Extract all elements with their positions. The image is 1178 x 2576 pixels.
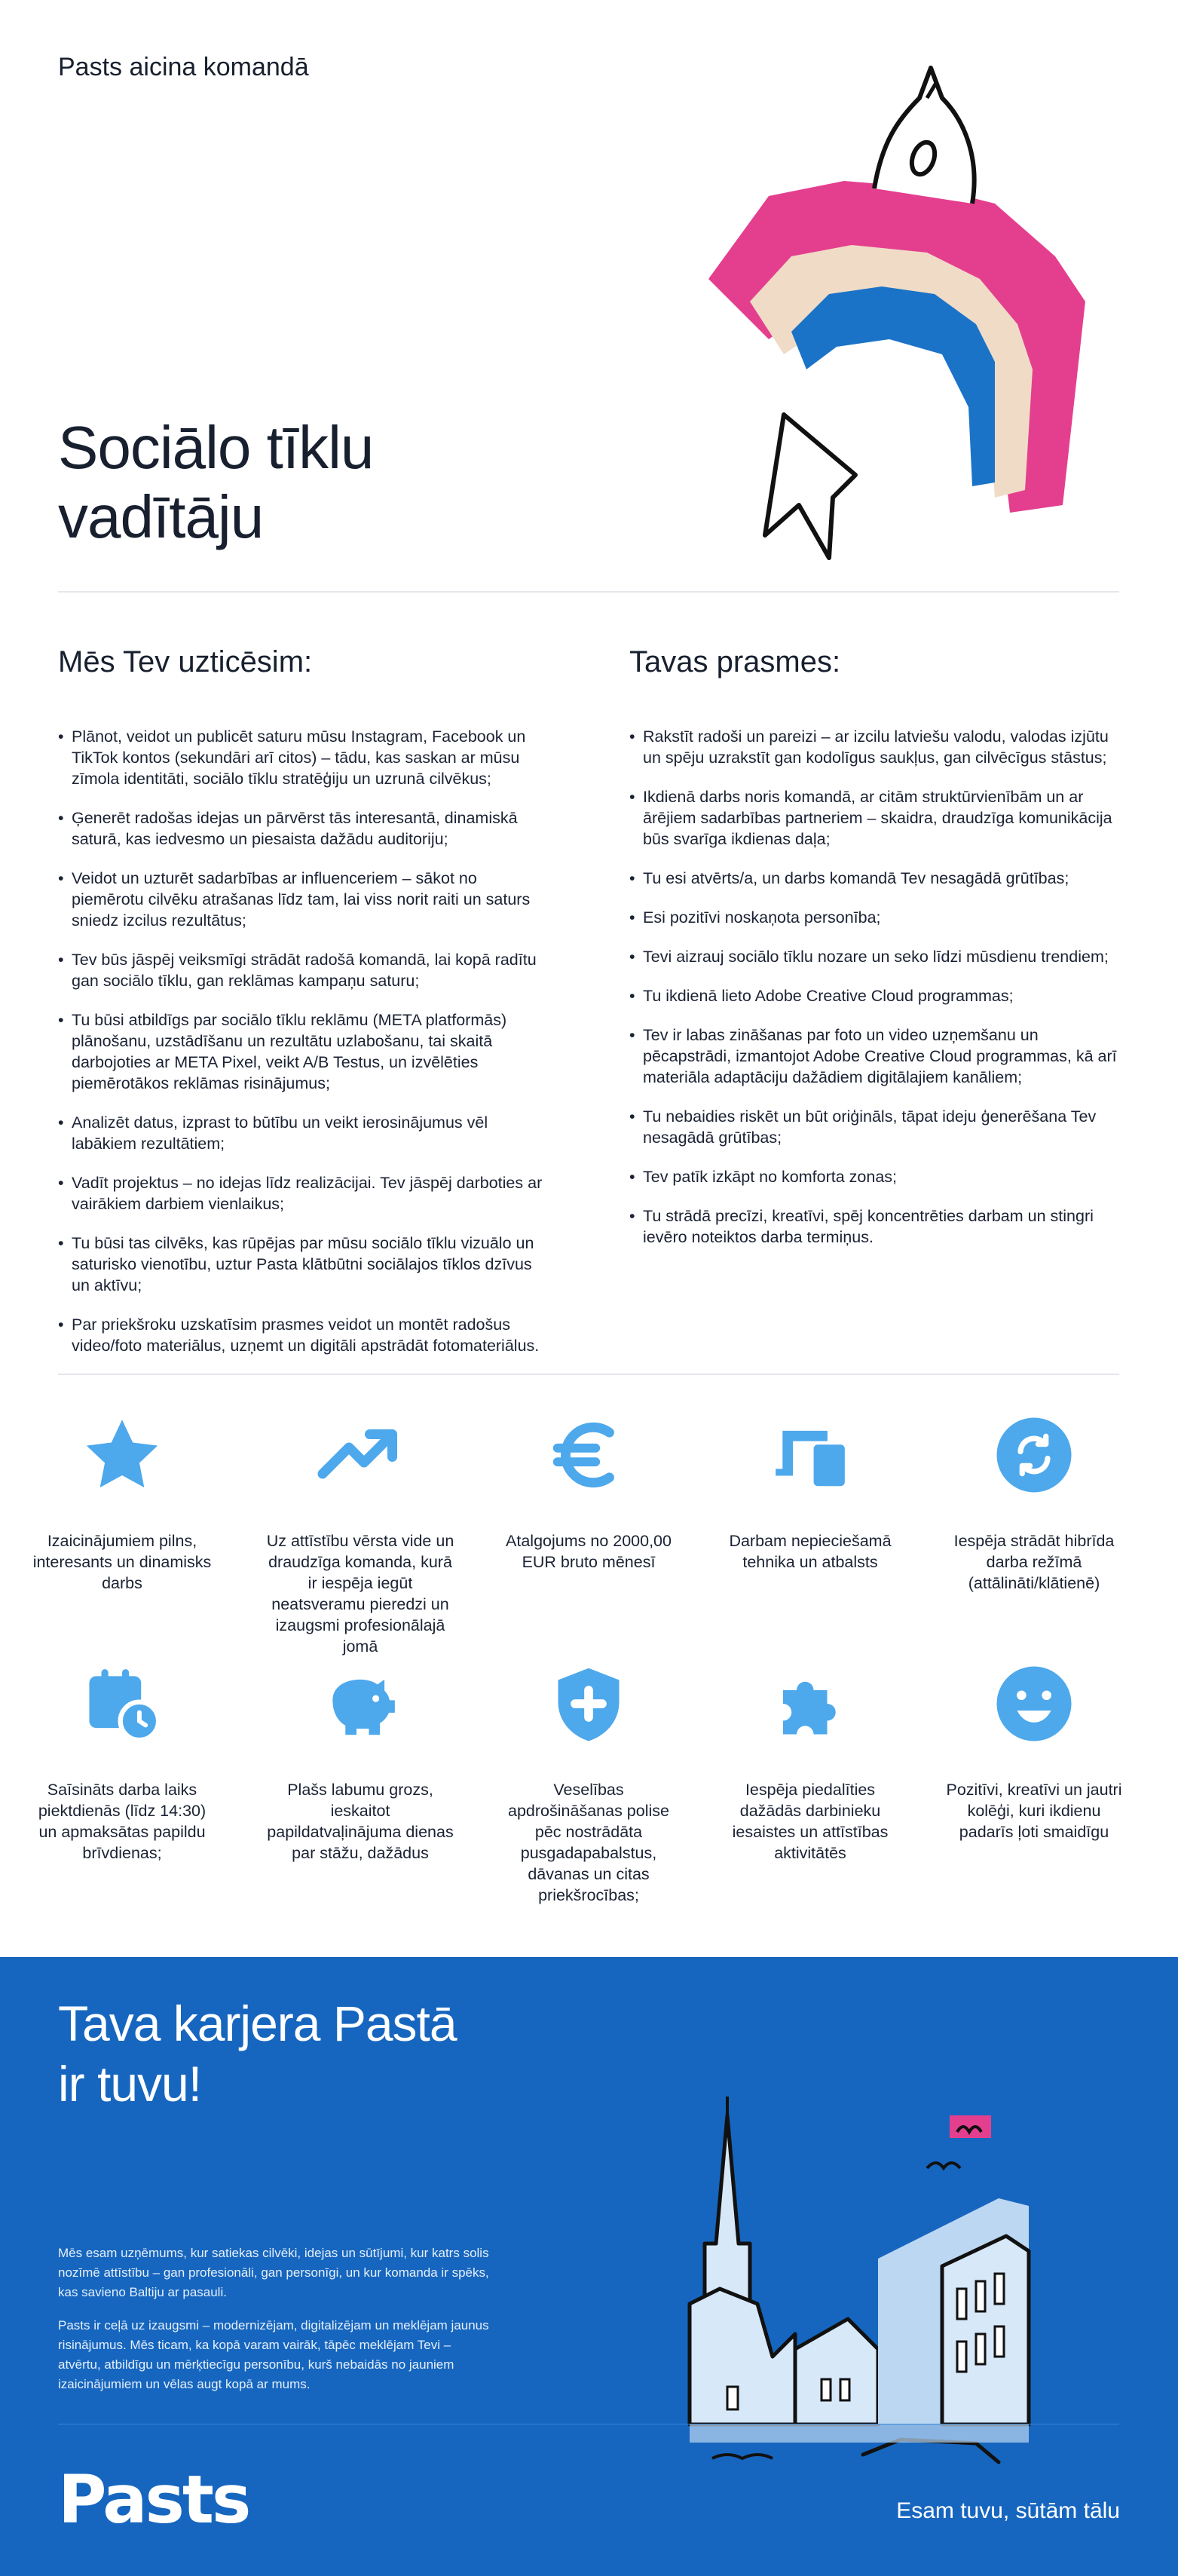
building-left bbox=[690, 2289, 795, 2424]
benefit-item bbox=[266, 1659, 454, 1864]
building-middle bbox=[795, 2319, 878, 2424]
rocket-tail bbox=[765, 415, 855, 558]
slogan: Esam tuvu, sūtām tālu bbox=[896, 2498, 1120, 2523]
list-item: • Veidot un uzturēt sadarbības ar influenceriem – sākot no piemērotu cilvēku atrašanas līdz tam, lai viss norit raiti un saturs sniedz izcilus rezultātus; bbox=[58, 868, 548, 931]
benefit-item bbox=[940, 1410, 1128, 1594]
list-item: • Tu nebaidies riskēt un būt oriģināls, tāpat ideju ģenerēšana Tev nesagādā grūtības; bbox=[629, 1106, 1119, 1148]
rainbow-pink-band bbox=[708, 181, 1085, 513]
benefit-label: Veselības apdrošināšanas polise pēc nostrādāta pusgadapabalstus, dāvanas un citas priekšrocības; bbox=[508, 1781, 669, 1904]
list-item: • Esi pozitīvi noskaņota personība; bbox=[629, 907, 1119, 928]
divider bbox=[58, 1374, 1119, 1375]
benefit-label: Plašs labumu grozs, ieskaitot papildatvaļinājuma dienas par stāžu, dažādus bbox=[267, 1781, 454, 1862]
list-item: • Ģenerēt radošas idejas un pārvērst tās interesantā, dinamiskā saturā, kas iedvesmo un piesaista dažādu auditoriju; bbox=[58, 807, 548, 850]
list-item: • Rakstīt radoši un pareizi – ar izcilu latviešu valodu, valodas izjūtu un spēju uzrakstīt gan kodolīgus saukļus, gan cilvēcīgus stāstus; bbox=[629, 726, 1119, 768]
brand-line: Pasts aicina komandā bbox=[58, 53, 309, 81]
benefit-item bbox=[940, 1659, 1128, 1842]
sync-icon bbox=[989, 1410, 1079, 1500]
benefit-item bbox=[494, 1659, 683, 1906]
list-item: • Tev būs jāspēj veiksmīgi strādāt radošā komandā, lai kopā radītu gan sociālo tīklu, gan reklāmas kampaņu saturu; bbox=[58, 949, 548, 991]
responsibilities-list bbox=[58, 726, 548, 1356]
calendar-clock-icon bbox=[77, 1659, 167, 1749]
benefit-label: Saīsināts darba laiks piektdienās (līdz 14:30) un apmaksātas papildu brīvdienas; bbox=[38, 1781, 207, 1862]
footer-section bbox=[0, 1957, 1178, 2576]
benefit-item bbox=[28, 1410, 216, 1594]
euro-icon bbox=[543, 1410, 634, 1500]
benefit-item bbox=[494, 1410, 683, 1573]
benefit-label: Izaicinājumiem pilns, interesants un dinamisks darbs bbox=[32, 1532, 212, 1592]
list-item: • Tu būsi tas cilvēks, kas rūpējas par mūsu sociālo tīklu vizuālo un saturisko vienotību, uztur Pasta klātbūtni sociālajos tīklos dzīvus un aktīvu; bbox=[58, 1233, 548, 1296]
responsibilities-heading: Mēs Tev uzticēsim: bbox=[58, 645, 313, 678]
devices-icon bbox=[765, 1410, 855, 1500]
benefit-item bbox=[28, 1659, 216, 1864]
list-item: • Analizēt datus, izprast to būtību un veikt ierosinājumus vēl labākiem rezultātiem; bbox=[58, 1112, 548, 1154]
building-tall bbox=[942, 2236, 1029, 2424]
job-title: Sociālo tīklu vadītāju bbox=[58, 414, 374, 550]
star-icon bbox=[77, 1410, 167, 1500]
rocket-rainbow-illustration bbox=[678, 53, 1100, 580]
benefit-item bbox=[266, 1410, 454, 1657]
benefit-label: Atalgojums no 2000,00 EUR bruto mēnesī bbox=[506, 1532, 672, 1571]
list-item: • Tu esi atvērts/a, un darbs komandā Tev nesagādā grūtības; bbox=[629, 868, 1119, 889]
list-item: • Plānot, veidot un publicēt saturu mūsu Instagram, Facebook un TikTok kontos (sekundāri arī citos) – tādu, kas saskan ar mūsu zīmola identitāti, sociālo tīklu stratēģiju un uzrunā cilvēkus; bbox=[58, 726, 548, 789]
skills-list bbox=[629, 726, 1119, 1248]
benefit-label: Pozitīvi, kreatīvi un jautri kolēģi, kuri ikdienu padarīs ļoti smaidīgu bbox=[946, 1781, 1122, 1841]
benefit-item bbox=[716, 1410, 904, 1573]
benefit-item bbox=[716, 1659, 904, 1864]
benefit-label: Iespēja strādāt hibrīda darba režīmā (attālināti/klātienē) bbox=[953, 1532, 1115, 1592]
skills-heading: Tavas prasmes: bbox=[629, 645, 841, 678]
smile-icon bbox=[989, 1659, 1079, 1749]
list-item: • Tevi aizrauj sociālo tīklu nozare un seko līdzi mūsdienu trendiem; bbox=[629, 946, 1119, 967]
benefit-label: Uz attīstību vērsta vide un draudzīga komanda, kurā ir iespēja iegūt neatsveramu pieredzi un izaugsmi profesionālajā jomā bbox=[266, 1532, 454, 1656]
footer-paragraph: Mēs esam uzņēmums, kur satiekas cilvēki, idejas un sūtījumi, kur katrs solis nozīmē attīstību – gan profesionāli, gan personīgi, un kur komanda ir spēks, kas savieno Baltiju ar pasauli. bbox=[58, 2246, 489, 2299]
footer-heading: Tava karjera Pastā ir tuvu! bbox=[58, 1996, 457, 2112]
list-item: • Par priekšroku uzskatīsim prasmes veidot un montēt radošus video/foto materiālus, uzņemt un digitāli apstrādāt fotomateriālus. bbox=[58, 1314, 548, 1356]
footer-paragraph: Pasts ir ceļā uz izaugsmi – modernizējam, digitalizējam un meklējam jaunus risinājumus. Mēs ticam, ka kopā varam vairāk, tāpēc meklējam Tevi – atvērtu, atbildīgu un mērķtiecīgu personību, kurš nebaidās no jauniem izaicinājumiem un vēlas augt kopā ar mums. bbox=[58, 2318, 489, 2391]
list-item: • Tev ir labas zināšanas par foto un video uzņemšanu un pēcapstrādi, izmantojot Adobe Creative Cloud programmas, kā arī materiāla adaptāciju dažādiem digitālajiem kanāliem; bbox=[629, 1025, 1119, 1088]
benefit-label: Darbam nepieciešamā tehnika un atbalsts bbox=[729, 1532, 892, 1571]
health-shield-icon bbox=[543, 1659, 634, 1749]
skills-section bbox=[629, 645, 1119, 1266]
boat bbox=[863, 2440, 999, 2462]
church-tower bbox=[705, 2115, 750, 2304]
list-item: • Tu strādā precīzi, kreatīvi, spēj koncentrēties darbam un stingri ievēro noteiktos darba termiņus. bbox=[629, 1205, 1119, 1248]
list-item: • Tu būsi atbildīgs par sociālo tīklu reklāmu (META platformās) plānošanu, uzstādīšanu un rezultātu uzlabošanu, tai skaitā darbojoties ar META Pixel, veikt A/B Testus, un izvēlēties piemērotākos reklāmas risinājumus; bbox=[58, 1009, 548, 1094]
piggy-bank-icon bbox=[315, 1659, 405, 1749]
benefit-label: Iespēja piedalīties dažādās darbinieku iesaistes un attīstības aktivitātēs bbox=[732, 1781, 889, 1862]
water-wave bbox=[712, 2455, 773, 2458]
pink-sign bbox=[950, 2115, 991, 2138]
city-illustration bbox=[675, 2017, 1104, 2470]
list-item: • Ikdienā darbs noris komandā, ar citām struktūrvienībām un ar ārējiem sadarbības partneriem – skaidra, draudzīga komunikācija būs svarīga ikdienas daļa; bbox=[629, 786, 1119, 850]
pasts-logo: Pasts bbox=[58, 2461, 249, 2538]
responsibilities-section bbox=[58, 645, 548, 1374]
puzzle-icon bbox=[765, 1659, 855, 1749]
trending-up-icon bbox=[315, 1410, 405, 1500]
list-item: • Tev patīk izkāpt no komforta zonas; bbox=[629, 1166, 1119, 1187]
list-item: • Vadīt projektus – no idejas līdz realizācijai. Tev jāspēj darboties ar vairākiem darbiem vienlaikus; bbox=[58, 1172, 548, 1214]
rocket-head bbox=[874, 68, 975, 204]
bird-icon bbox=[927, 2163, 960, 2168]
divider bbox=[58, 591, 1119, 593]
list-item: • Tu ikdienā lieto Adobe Creative Cloud programmas; bbox=[629, 985, 1119, 1006]
